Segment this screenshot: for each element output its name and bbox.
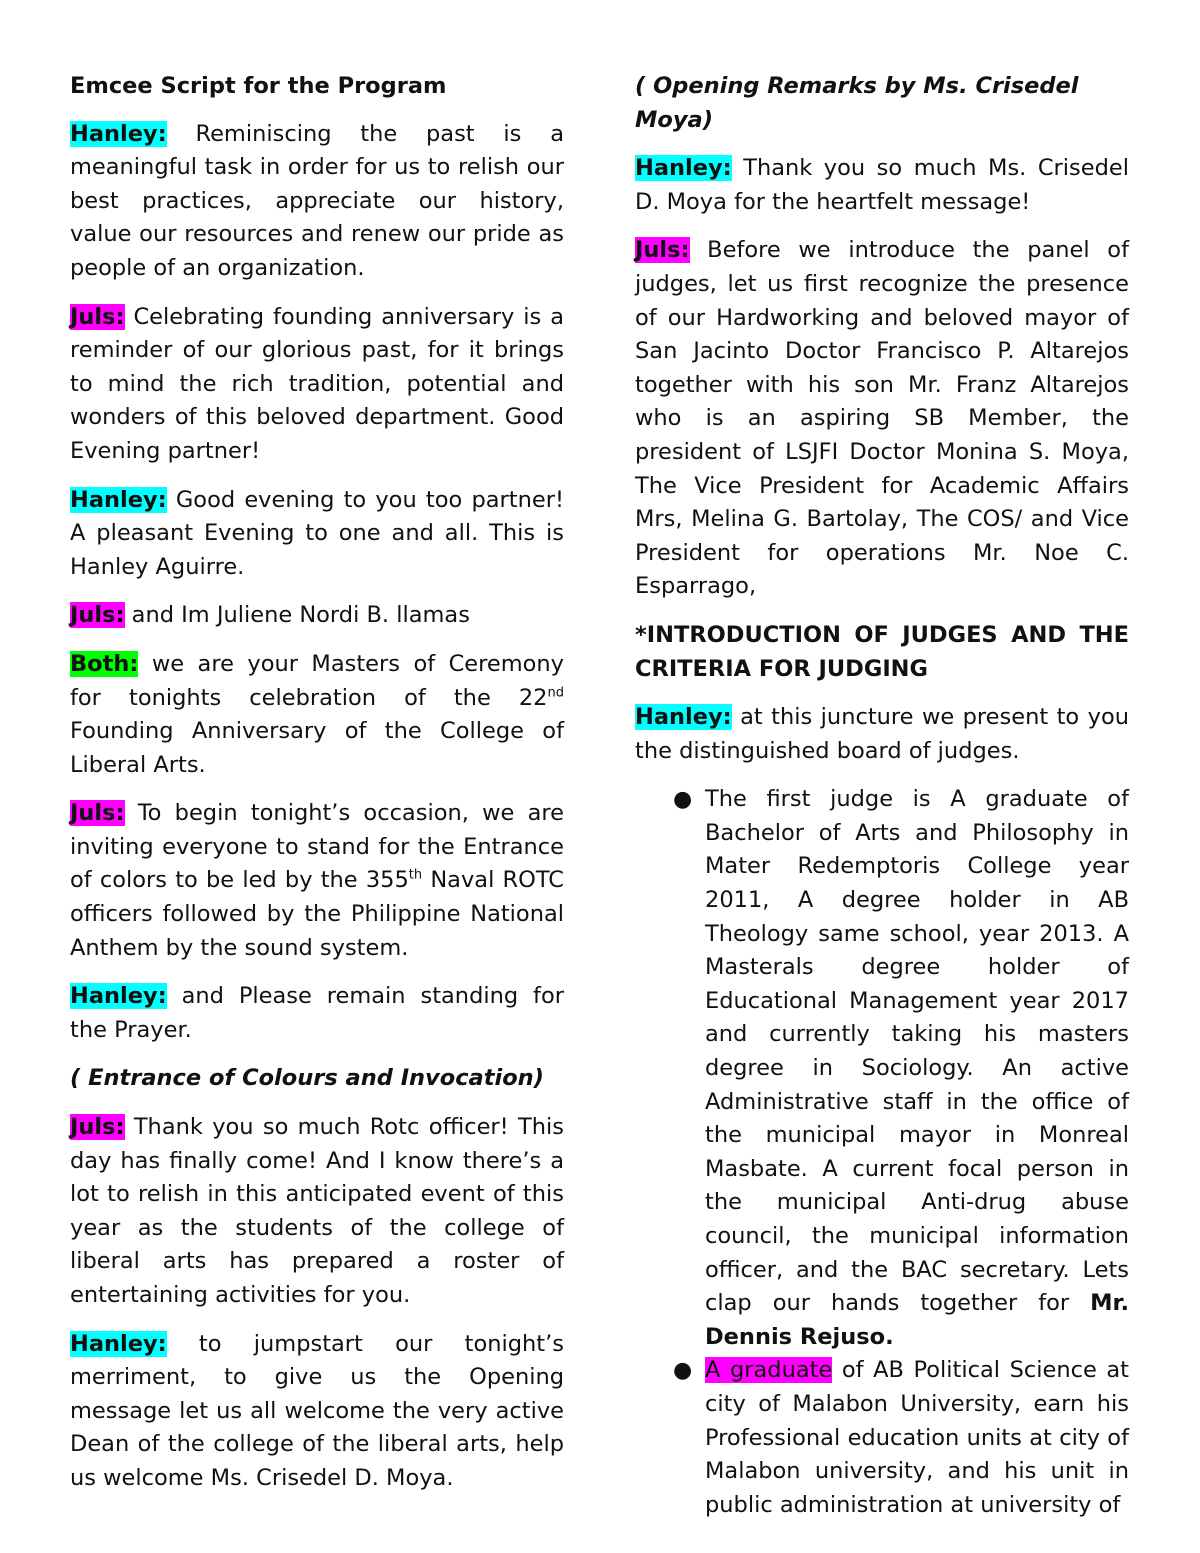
line-text: To begin tonight’s occasion, we are inviting everyone to stand for the Entrance of colors to be led by the 355 [70,800,564,894]
line-text: at this juncture we present to you the distinguished board of judges. [635,704,1129,764]
speaker-juls: Juls: [70,303,125,330]
section-heading: *INTRODUCTION OF JUDGES AND THE CRITERIA FOR JUDGING [635,621,1129,682]
script-line [70,648,564,782]
stage-direction: ( Entrance of Colours and Invocation) [70,1065,544,1092]
line-text: Celebrating founding anniversary is a reminder of our glorious past, for it brings to mind the rich tradition, potential and wonders of this beloved department. Good Evening partner! [70,303,564,464]
left-column [70,70,564,1511]
speaker-hanley: Hanley: [70,486,167,513]
line-text: we are your Masters of Ceremony for tonights celebration of the 22 [70,650,564,711]
superscript: nd [547,685,564,700]
speaker-hanley: Hanley: [70,1330,167,1357]
script-line [70,484,564,585]
highlighted-text: A graduate [705,1357,833,1384]
list-item [635,783,1129,1354]
line-text: Founding Anniversary of the College of Liberal Arts. [70,718,564,778]
line-text: Good evening to you too partner! A pleasant Evening to one and all. This is Hanley Aguirre. [70,486,564,580]
line-text: Thank you so much Ms. Crisedel D. Moya for the heartfelt message! [635,155,1129,215]
script-line [70,797,564,965]
line-text: Thank you so much Rotc officer! This day has finally come! And I know there’s a lot to relish in this anticipated event of this year as the students of the college of liberal arts has prepared a roster of entertaining activities for you. [70,1114,564,1308]
line-text: Reminiscing the past is a meaningful task in order for us to relish our best practices, appreciate our history, value our resources and renew our pride as people of an organization. [70,120,564,281]
script-line [70,1328,564,1496]
script-line [70,301,564,469]
line-text: Before we introduce the panel of judges, let us first recognize the presence of our Hardworking and beloved mayor of San Jacinto Doctor Francisco P. Altarejos together with his son Mr. Franz Altarejos who is an aspiring SB Member, the president of LSJFI Doctor Monina S. Moya, The Vice President for Academic Affairs Mrs, Melina G. Bartolay, The COS/ and Vice President for operations Mr. Noe C. Esparrago, [635,237,1129,600]
judge-description: The first judge is A graduate of Bachelor of Arts and Philosophy in Mater Redemptoris College year 2011, A degree holder in AB Theology same school, year 2013. A Masterals degree holder of Educational Management year 2017 and currently taking his masters degree in Sociology. An active Administrative staff in the office of the municipal mayor in Monreal Masbate. A current focal person in the municipal Anti-drug abuse council, the municipal information officer, and the BAC secretary. Lets clap our hands together for [705,786,1129,1317]
speaker-hanley: Hanley: [635,155,732,182]
superscript: th [408,867,423,883]
script-line [70,1111,564,1313]
speaker-hanley: Hanley: [70,983,167,1010]
bullet-icon: ● [673,787,693,813]
line-text: and Please remain standing for the Prayer. [70,983,564,1043]
stage-direction: ( Opening Remarks by Ms. Crisedel Moya) [635,73,1079,133]
list-item [635,1354,1129,1522]
line-text: and Im Juliene Nordi B. llamas [124,602,470,629]
speaker-hanley: Hanley: [635,704,732,731]
document-title: Emcee Script for the Program [70,73,447,99]
judge-name: Mr. Dennis Rejuso. [705,1290,1129,1350]
script-line [635,701,1129,768]
line-text: to jumpstart our tonight’s merriment, to give us the Opening message let us all welcome the very active Dean of the college of the liberal arts, help us welcome Ms. Crisedel D. Moya. [70,1330,564,1491]
speaker-juls: Juls: [70,602,125,629]
line-text: Naval ROTC officers followed by the Philippine National Anthem by the sound system. [70,867,564,961]
script-line [635,152,1129,219]
script-line [70,599,564,633]
speaker-juls: Juls: [635,237,690,264]
speaker-juls: Juls: [70,1114,125,1141]
speaker-hanley: Hanley: [70,120,167,147]
script-line [635,234,1129,604]
speaker-both: Both: [70,650,139,677]
script-line [70,980,564,1047]
bullet-icon: ● [673,1358,693,1384]
script-line [70,118,564,286]
judge-description: of AB Political Science at city of Malabon University, earn his Professional education units at city of Malabon university, and his unit in public administration at university of [705,1357,1129,1518]
speaker-juls: Juls: [70,800,125,827]
right-column [635,70,1129,1522]
judges-list [635,783,1129,1522]
